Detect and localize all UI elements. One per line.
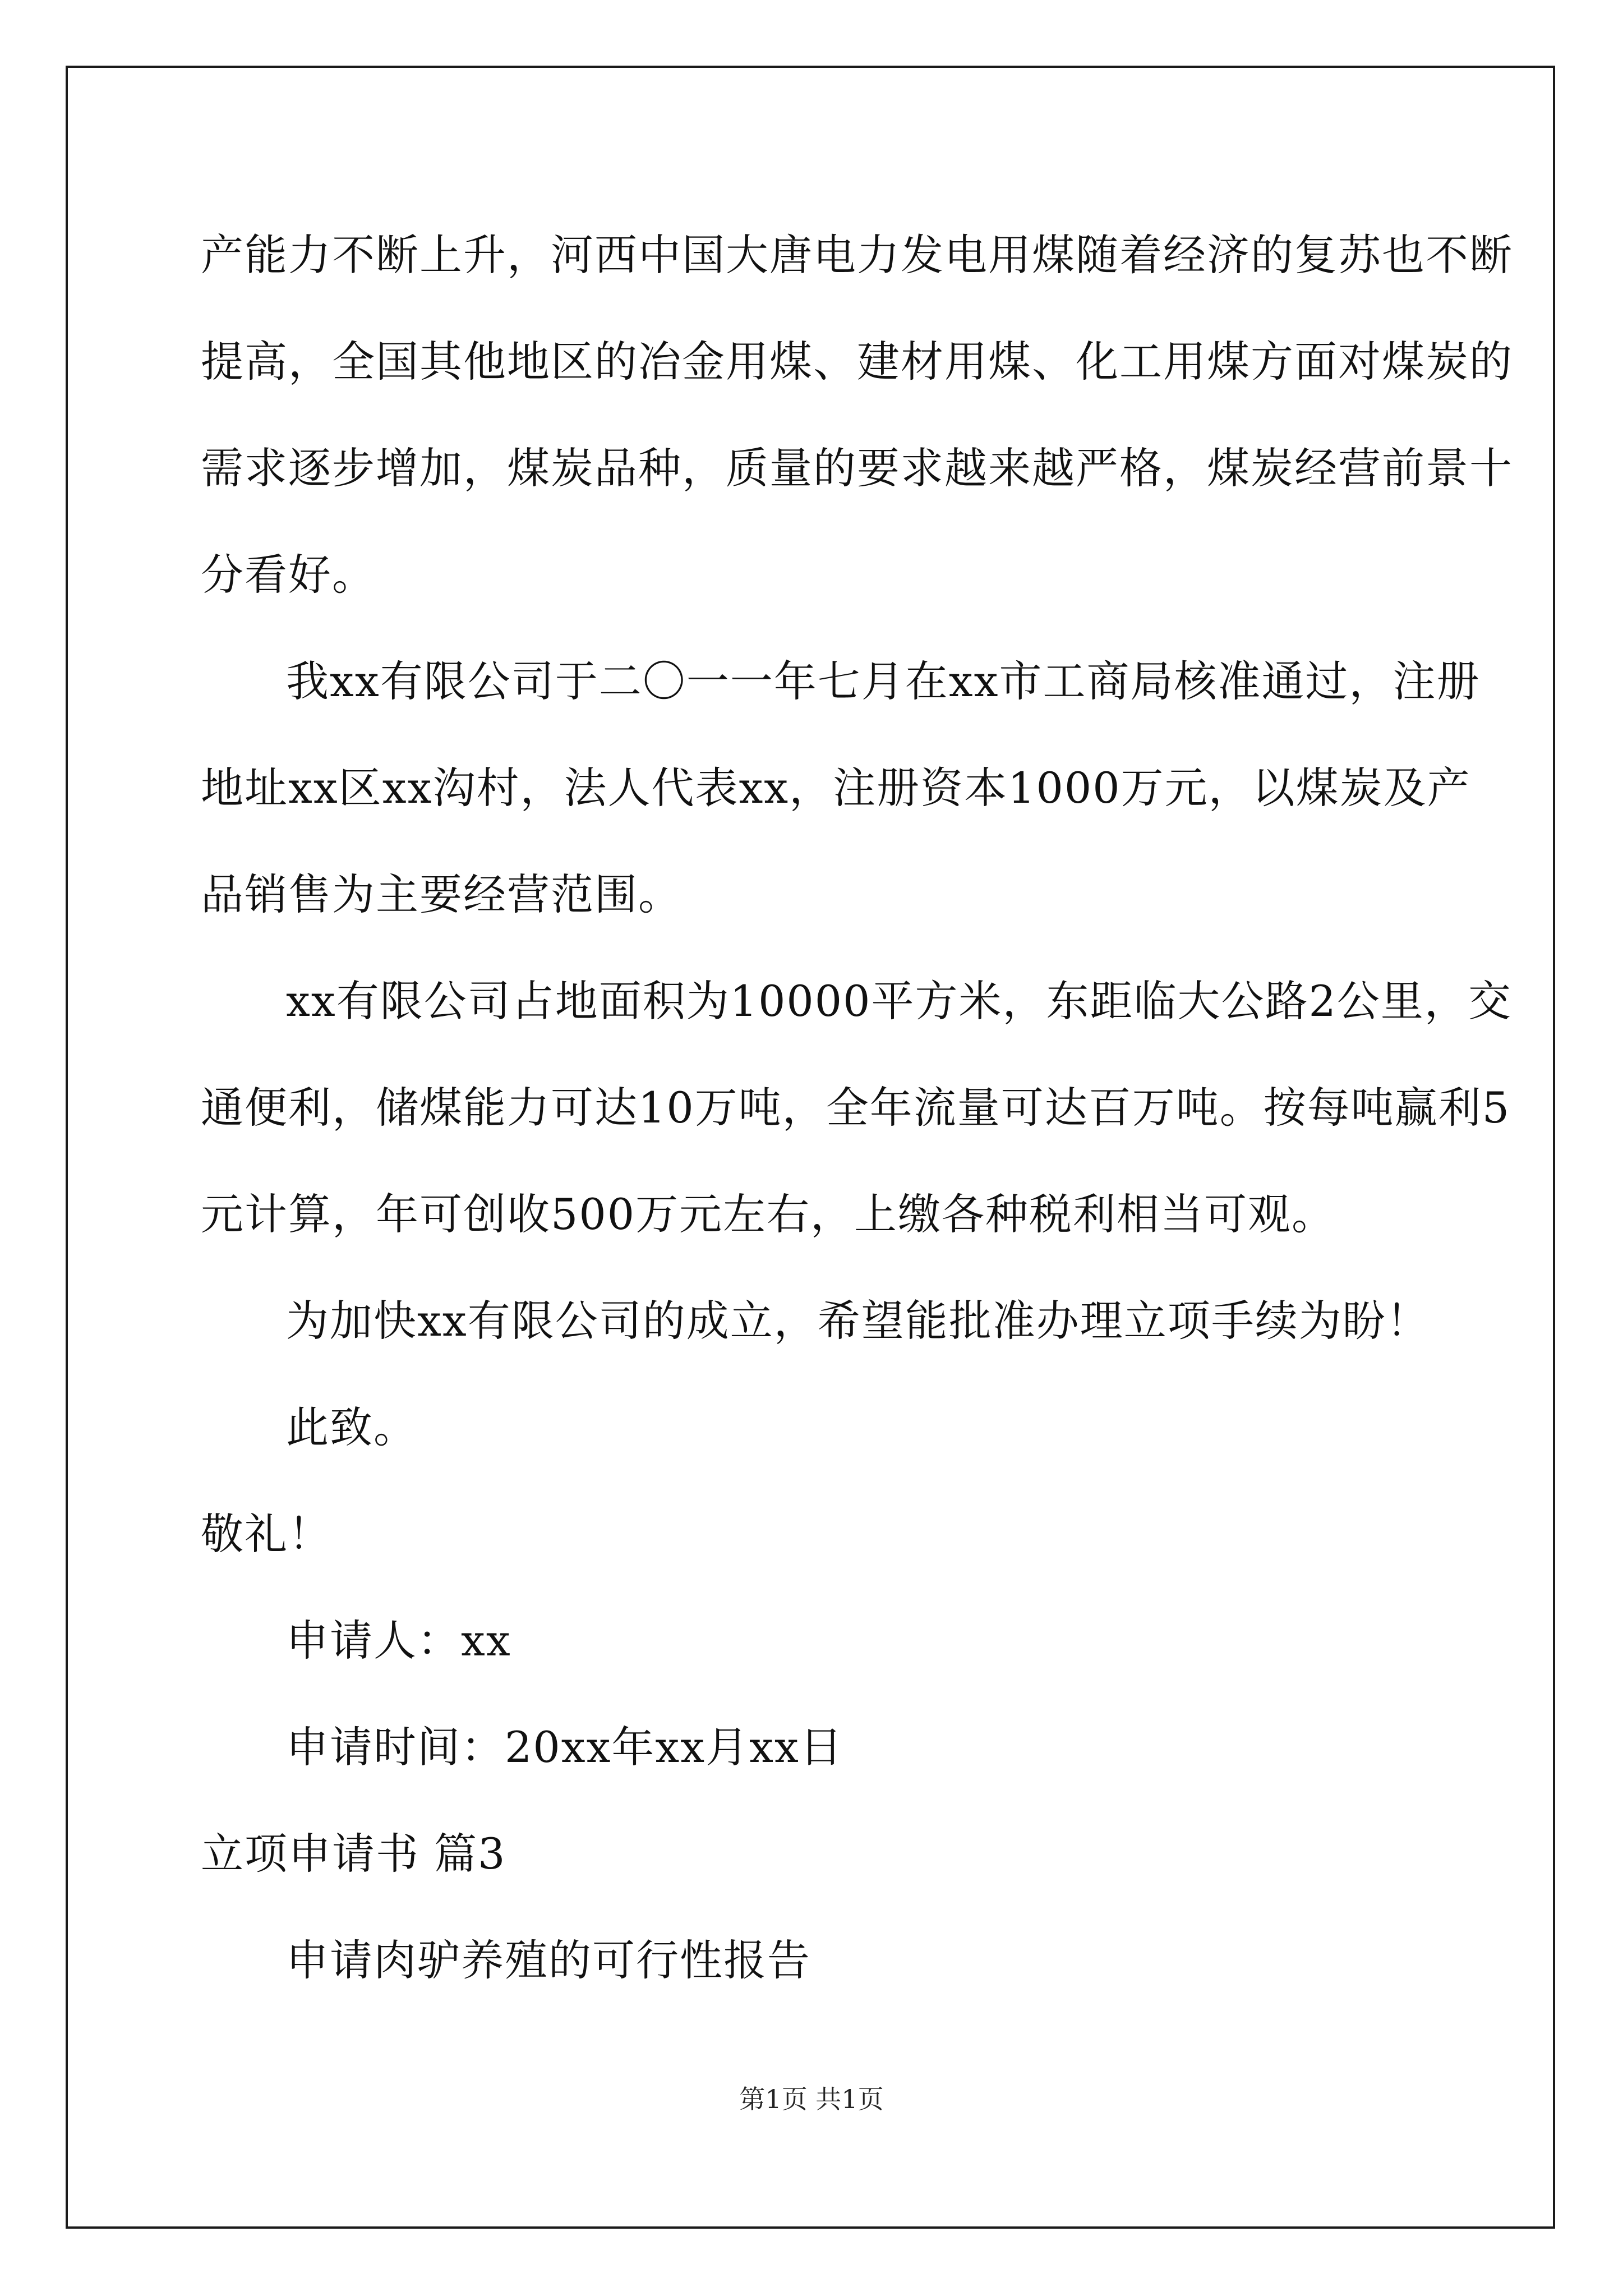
section-heading [201, 1801, 1435, 1907]
text-line: 需求逐步增加，煤炭品种，质量的要求越来越严格，煤炭经营前景十 [201, 443, 1513, 493]
page-number: 第1页 共1页 [739, 2084, 884, 2114]
report-title [201, 1907, 1435, 2014]
text-line: 元计算，年可创收500万元左右，上缴各种税利相当可观。 [201, 1189, 1336, 1239]
text-line: 产能力不断上升，河西中国大唐电力发电用煤随着经济的复苏也不断 [201, 230, 1513, 280]
text-line: 为加快xx有限公司的成立，希望能批准办理立项手续为盼！ [286, 1296, 1430, 1346]
text-line: 我xx有限公司于二〇一一年七月在xx市工商局核准通过，注册 [286, 656, 1481, 706]
text-line: 分看好。 [201, 550, 376, 600]
text-line: 此致。 [286, 1402, 417, 1452]
closing-salutation [201, 1374, 1435, 1481]
text-line: 敬礼！ [201, 1509, 332, 1559]
closing-regards [201, 1481, 1435, 1588]
text-line: xx有限公司占地面积为10000平方米，东距临大公路2公里，交 [286, 976, 1512, 1026]
paragraph-coal-outlook [201, 202, 1513, 628]
applicant-line [201, 1588, 1435, 1694]
paragraph-request [201, 1268, 1435, 1374]
text-line: 品销售为主要经营范围。 [201, 869, 682, 919]
document-body [201, 202, 1513, 2014]
text-line: 申请肉驴养殖的可行性报告 [286, 1935, 811, 1985]
text-line: 提高，全国其他地区的冶金用煤、建材用煤、化工用煤方面对煤炭的 [201, 337, 1513, 386]
paragraph-company-capacity [201, 948, 1512, 1268]
text-line: 申请人：xx [286, 1616, 511, 1665]
text-line: 申请时间：20xx年xx月xx日 [286, 1722, 843, 1772]
text-line: 立项申请书 篇3 [201, 1829, 506, 1879]
text-line: 地址xx区xx沟村，法人代表xx，注册资本1000万元，以煤炭及产 [201, 763, 1471, 813]
text-line: 通便利，储煤能力可达10万吨，全年流量可达百万吨。按每吨赢利5 [201, 1083, 1511, 1133]
page-footer [0, 2082, 1623, 2116]
paragraph-company-registration [201, 628, 1481, 948]
application-date-line [201, 1694, 1435, 1801]
